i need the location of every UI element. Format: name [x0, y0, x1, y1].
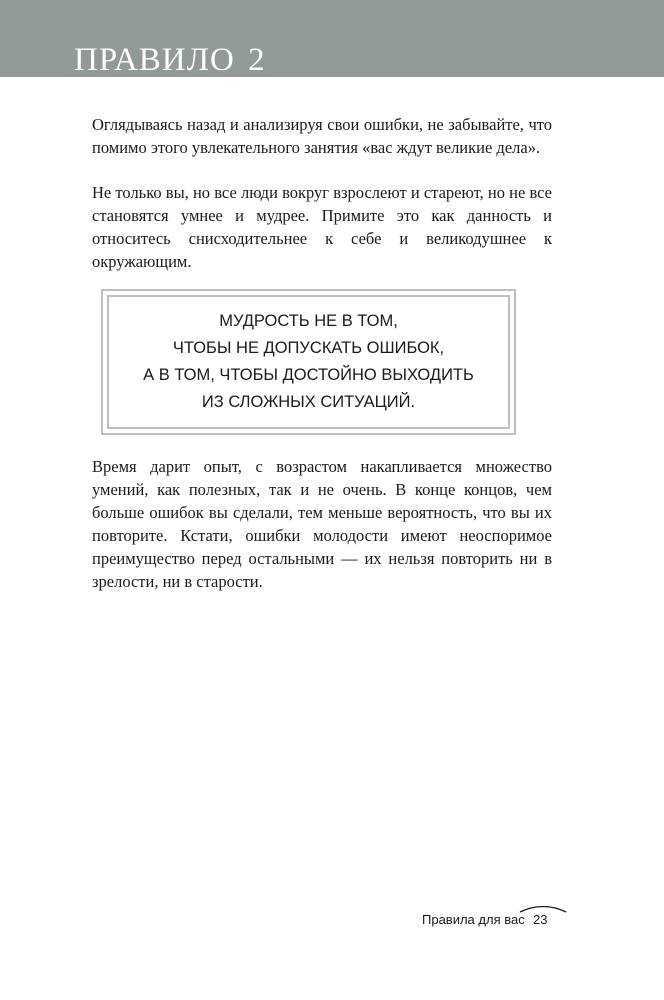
quote-frame — [101, 289, 516, 435]
paragraph-block — [92, 181, 552, 273]
body-paragraph-3: Время дарит опыт, с возрастом накапливается множество умений, как полезных, так и не очень. В конце концов, чем больше ошибок вы сделали, тем меньше вероятность, что вы их повторите. Кстати, ошибки молодости имеют неоспоримое преимущество перед остальными — их нельзя повторить ни в зрелости, ни в старости. — [92, 457, 552, 591]
quote-line: ЧТОБЫ НЕ ДОПУСКАТЬ ОШИБОК, — [172, 339, 445, 357]
page-footer — [422, 902, 572, 932]
quote-line: ИЗ СЛОЖНЫХ СИТУАЦИЙ. — [201, 393, 416, 411]
paragraph-block — [92, 455, 552, 593]
quote-line: А В ТОМ, ЧТОБЫ ДОСТОЙНО ВЫХОДИТЬ — [143, 366, 474, 384]
chapter-title: ПРАВИЛО 2 — [74, 42, 266, 78]
body-paragraph-1: Оглядываясь назад и анализируя свои ошибки, не забывайте, что помимо этого увлекательного занятия «вас ждут великие дела». — [92, 115, 552, 157]
paragraph-block — [92, 113, 552, 159]
body-paragraph-2: Не только вы, но все люди вокруг взрослеют и стареют, но не все становятся умнее и мудрее. Примите это как данность и относитесь снисходительнее к себе и великодушнее к окружающим. — [92, 183, 552, 271]
quote-line: МУДРОСТЬ НЕ В ТОМ, — [219, 312, 398, 330]
page-number: 23 — [533, 912, 548, 927]
running-title: Правила для вас — [422, 912, 525, 927]
quote-inner-frame — [107, 295, 510, 429]
